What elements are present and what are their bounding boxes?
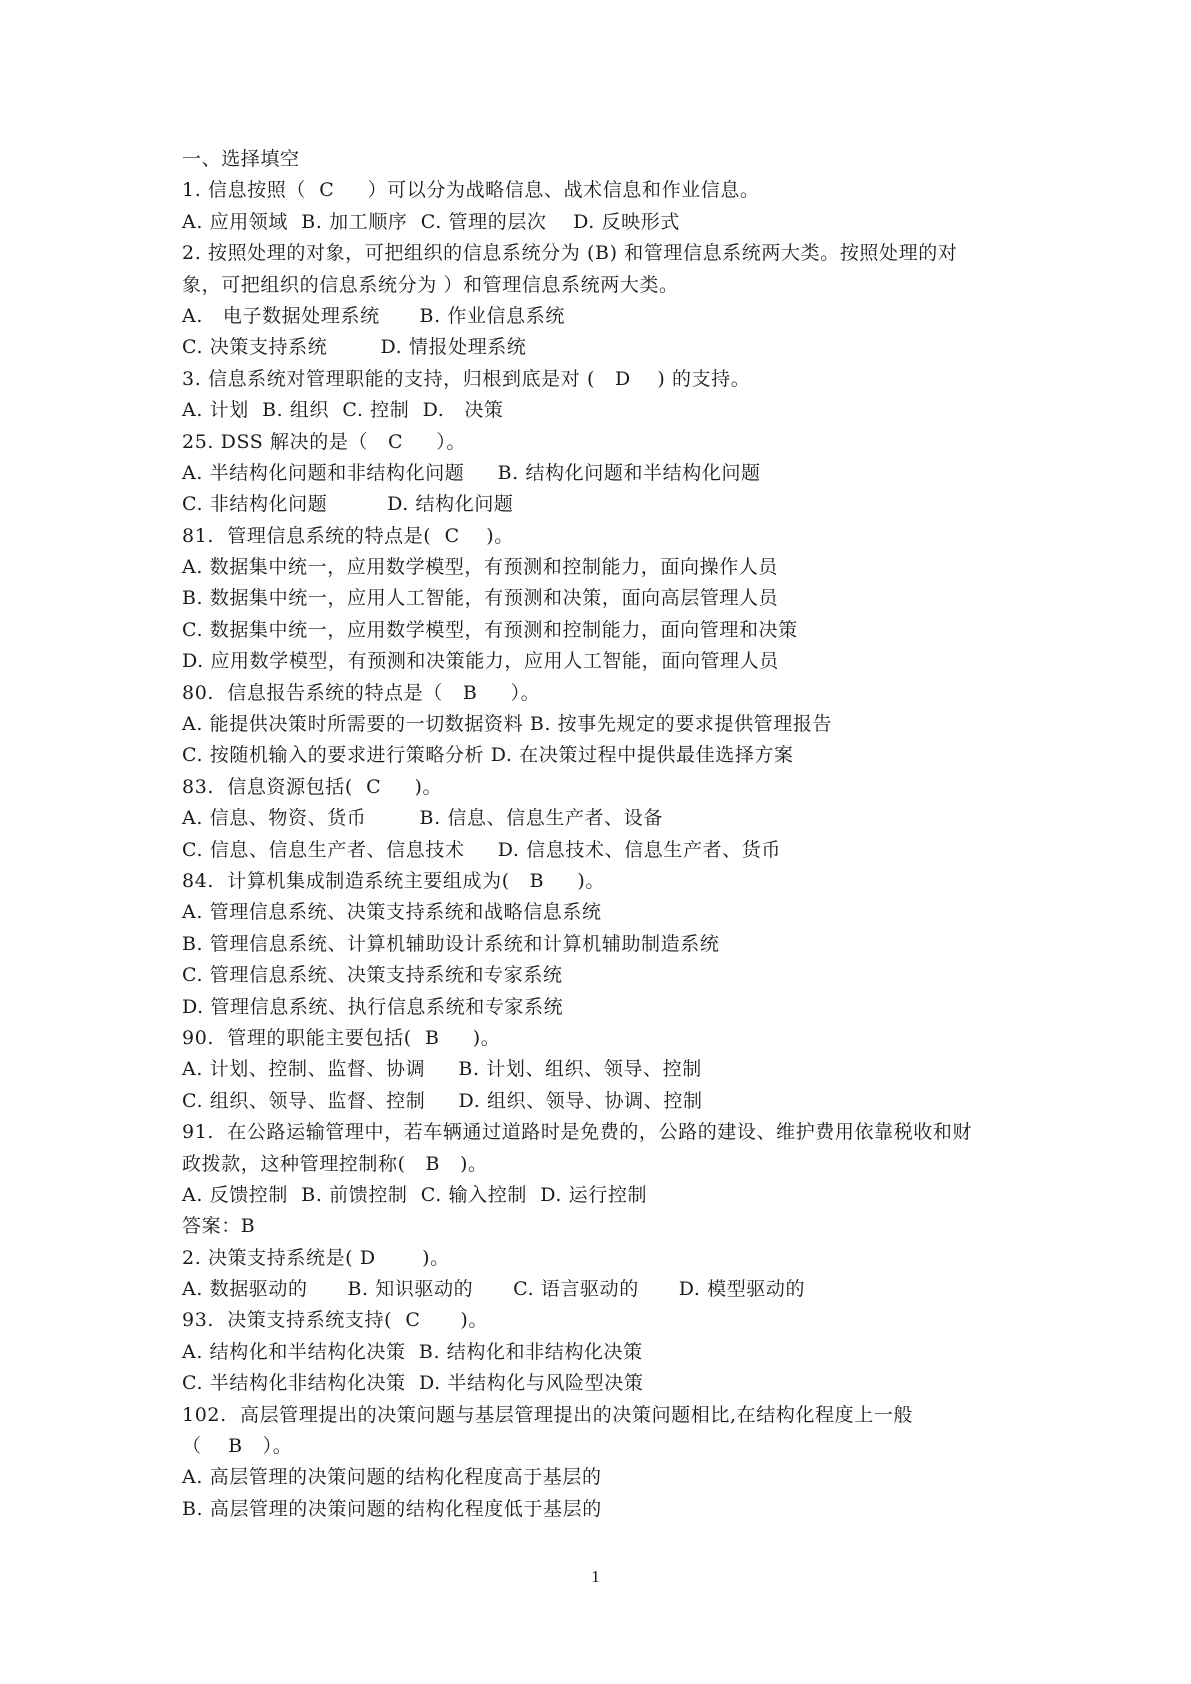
question-93: 93. 决策支持系统支持( C )。 — [182, 1309, 488, 1332]
question-81: 81. 管理信息系统的特点是( C )。 — [182, 524, 514, 547]
document-body — [182, 144, 1022, 1525]
question-25: 25. DSS 解决的是（ C ）。 — [182, 430, 466, 453]
question-81-option-c: C. 数据集中统一，应用数学模型，有预测和控制能力，面向管理和决策 — [182, 618, 798, 641]
question-3-options: A. 计划 B. 组织 C. 控制 D. 决策 — [182, 399, 504, 422]
answer-line: 答案：B — [182, 1215, 256, 1238]
question-25-options-cd: C. 非结构化问题 D. 结构化问题 — [182, 493, 514, 516]
question-2-text-line-1: 2. 按照处理的对象，可把组织的信息系统分为 (B) 和管理信息系统两大类。按照处理的对 — [182, 242, 958, 265]
question-81-option-b: B. 数据集中统一，应用人工智能，有预测和决策，面向高层管理人员 — [182, 587, 779, 610]
question-81-option-d: D. 应用数学模型，有预测和决策能力，应用人工智能，面向管理人员 — [182, 650, 779, 673]
question-102-option-b: B. 高层管理的决策问题的结构化程度低于基层的 — [182, 1497, 602, 1520]
question-90: 90. 管理的职能主要包括( B )。 — [182, 1026, 501, 1049]
question-80-options-cd: C. 按随机输入的要求进行策略分析 D. 在决策过程中提供最佳选择方案 — [182, 744, 794, 767]
question-102-option-a: A. 高层管理的决策问题的结构化程度高于基层的 — [182, 1466, 602, 1489]
question-84-option-d: D. 管理信息系统、执行信息系统和专家系统 — [182, 995, 564, 1018]
question-84: 84. 计算机集成制造系统主要组成为( B )。 — [182, 869, 606, 892]
section-heading: 一、选择填空 — [182, 148, 300, 170]
question-91-text-line-1: 91. 在公路运输管理中，若车辆通过道路时是免费的，公路的建设、维护费用依靠税收和财 — [182, 1121, 973, 1144]
question-25-options-ab: A. 半结构化问题和非结构化问题 B. 结构化问题和半结构化问题 — [182, 461, 761, 484]
question-84-option-a: A. 管理信息系统、决策支持系统和战略信息系统 — [182, 901, 602, 924]
question-102-text-line-2: （ B ）。 — [182, 1435, 293, 1458]
question-83-options-cd: C. 信息、信息生产者、信息技术 D. 信息技术、信息生产者、货币 — [182, 838, 781, 861]
question-2-text-line-2: 象，可把组织的信息系统分为 ）和管理信息系统两大类。 — [182, 273, 679, 296]
question-102-text-line-1: 102. 高层管理提出的决策问题与基层管理提出的决策问题相比,在结构化程度上一般 — [182, 1403, 914, 1426]
page-number: 1 — [591, 1567, 600, 1586]
question-1-options: A. 应用领域 B. 加工顺序 C. 管理的层次 D. 反映形式 — [182, 210, 680, 233]
question-80-options-ab: A. 能提供决策时所需要的一切数据资料 B. 按事先规定的要求提供管理报告 — [182, 713, 833, 736]
question-90-options-cd: C. 组织、领导、监督、控制 D. 组织、领导、协调、控制 — [182, 1089, 703, 1112]
question-2b-options: A. 数据驱动的 B. 知识驱动的 C. 语言驱动的 D. 模型驱动的 — [182, 1278, 806, 1301]
question-84-option-b: B. 管理信息系统、计算机辅助设计系统和计算机辅助制造系统 — [182, 932, 720, 955]
question-2-options-cd: C. 决策支持系统 D. 情报处理系统 — [182, 336, 527, 359]
question-84-option-c: C. 管理信息系统、决策支持系统和专家系统 — [182, 964, 563, 987]
question-2b: 2. 决策支持系统是( D )。 — [182, 1246, 450, 1269]
question-83: 83. 信息资源包括( C )。 — [182, 775, 443, 798]
question-93-options-cd: C. 半结构化非结构化决策 D. 半结构化与风险型决策 — [182, 1372, 644, 1395]
question-90-options-ab: A. 计划、控制、监督、协调 B. 计划、组织、领导、控制 — [182, 1058, 702, 1081]
question-91-options: A. 反馈控制 B. 前馈控制 C. 输入控制 D. 运行控制 — [182, 1183, 648, 1206]
question-81-option-a: A. 数据集中统一，应用数学模型，有预测和控制能力，面向操作人员 — [182, 556, 779, 579]
question-93-options-ab: A. 结构化和半结构化决策 B. 结构化和非结构化决策 — [182, 1340, 643, 1363]
question-91-text-line-2: 政拨款，这种管理控制称( B )。 — [182, 1152, 488, 1175]
question-1: 1. 信息按照（ C ）可以分为战略信息、战术信息和作业信息。 — [182, 179, 760, 202]
question-2-options-ab: A. 电子数据处理系统 B. 作业信息系统 — [182, 304, 565, 327]
question-80: 80. 信息报告系统的特点是（ B ）。 — [182, 681, 541, 704]
question-83-options-ab: A. 信息、物资、货币 B. 信息、信息生产者、设备 — [182, 807, 663, 830]
question-3: 3. 信息系统对管理职能的支持，归根到底是对 ( D ) 的支持。 — [182, 367, 751, 390]
